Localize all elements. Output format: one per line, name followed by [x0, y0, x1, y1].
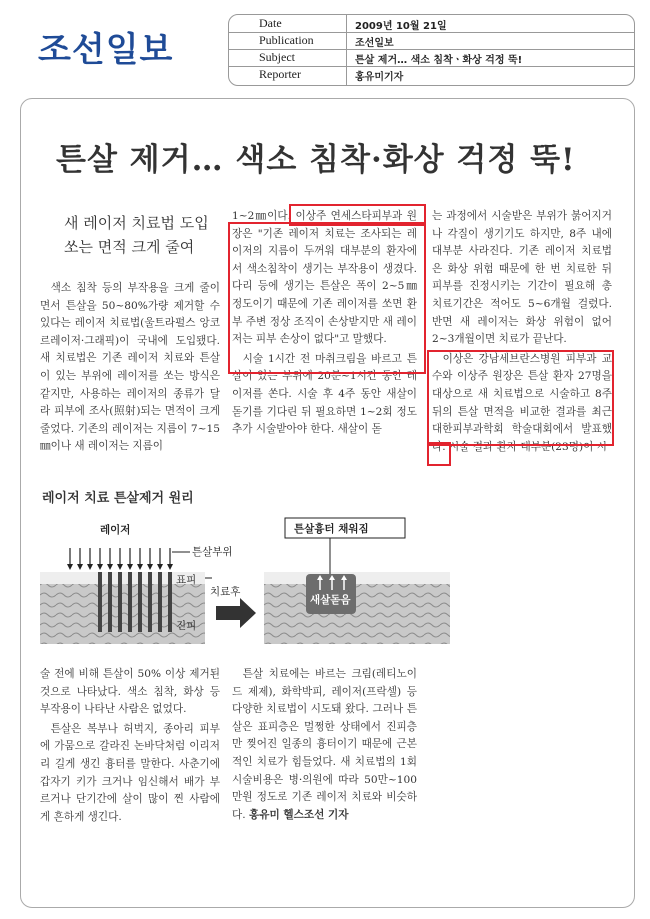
laser-label: 레이저: [100, 524, 131, 536]
info-row-date: Date 2009년 10월 21일: [229, 15, 634, 33]
article-column-1: [40, 280, 220, 456]
after-arrow-icon: [216, 598, 256, 628]
highlight-box: [427, 350, 614, 446]
scar-filled-label: 튼살흉터 채워짐: [294, 523, 369, 535]
stretch-mark-label: 튼살부위: [192, 546, 233, 558]
reporter-value: 홍유미기자: [355, 72, 404, 83]
publication-value: 조선일보: [355, 38, 394, 49]
paragraph: 색소 침착 등의 부작용을 크게 줄이면서 튼살을 50~80%가량 제거할 수 있다는 레이저 치료법(울트라펄스 앙코르레이저·그래픽)이 국내에 도입됐다. 새 치료법은 기존 레이저 치료와 튼살이 있는 부위에 레이저를 쏘는 방식은 같지만, 사용하는 레이저의 종류가 달라 피부에 조사(照射)되는 면적이 크게 줄었다. 기존의 레이저는 지름이 7~15㎜이나 새 레이저는 지름이: [40, 282, 220, 453]
epidermis-label: 표피: [176, 574, 197, 586]
article-column-5: [232, 666, 417, 824]
info-row-publication: Publication 조선일보: [229, 32, 634, 50]
byline: 홍유미 헬스조선 기자: [248, 808, 349, 821]
info-row-reporter: Reporter 홍유미기자: [259, 67, 404, 83]
subhead-line-2: 쏘는 면적 크게 줄여: [64, 238, 195, 256]
highlight-box: [228, 222, 426, 374]
paragraph: 이상은 강남세브란스병원 피부과 교수와 이상주 원장은 튼살 환자 27명을 대상으로 새 치료법으로 시술하고 8주 뒤의 튼살 면적을 비교한 결과를 최근 대한피부과학회 학술대회에서 발표했다. 시술 결과 환자 대부분(23명)이 시: [432, 352, 612, 453]
clipping-info-box: [228, 14, 635, 86]
after-treatment-label: 치료후: [210, 586, 241, 598]
info-row-subject: Subject 튼살 제거… 색소 침착ㆍ화상 걱정 뚝!: [229, 49, 634, 67]
paragraph: 는 과정에서 시술받은 부위가 붉어지거나 각질이 생기기도 하지만, 8주 내에 대부분 사라진다. 기존 레이저 치료법은 화상 위험 때문에 한 번 치료한 뒤 피부를 진정시키는 기간이 필요해 총 치료기간은 적어도 5~6개월 걸렸다. 반면 새 레이저는 화상 위험이 없어 2~3개월이면 치료가 끝난다.: [432, 210, 612, 346]
laser-diagram: [40, 510, 600, 655]
dermis-layer: [40, 584, 205, 644]
subhead-line-1: 새 레이저 치료법 도입: [64, 214, 209, 232]
newspaper-logo: 조선일보: [38, 30, 174, 70]
new-skin-label: 새살돋음: [310, 594, 351, 606]
date-value: 2009년 10월 21일: [355, 21, 447, 32]
paragraph: 술 전에 비해 튼살이 50% 이상 제거된 것으로 나타났다. 색소 침착, 화상 등 부작용이 나타난 사람은 없었다.: [40, 668, 220, 716]
paragraph: 시술 1시간 전 마취크림을 바르고 튼살이 있는 부위에 20분~1시간 동안 레이저를 쏜다. 시술 후 4주 동안 새살이 돋기를 기다린 뒤 필요하면 1~2회 정도 추가 시술받아야 한다. 새살이 돋: [232, 352, 417, 436]
article-column-4: [40, 666, 220, 826]
highlight-box: [427, 442, 451, 466]
paragraph: 튼살은 복부나 허벅지, 종아리 피부에 가뭄으로 갈라진 논바닥처럼 이리저리 길게 생긴 흉터를 말한다. 사춘기에 갑자기 키가 크거나 임신해서 배가 부르거나 단기간에 살이 많이 찐 사람에게 흔하게 생긴다.: [40, 722, 220, 823]
subject-value: 튼살 제거… 색소 침착ㆍ화상 걱정 뚝!: [355, 55, 523, 66]
diagram-title: 레이저 치료 튼살제거 원리: [42, 491, 194, 506]
dermis-label: 진피: [176, 620, 197, 632]
paragraph: 튼살 치료에는 바르는 크림(레티노이드 제제), 화학박피, 레이저(프락셀) 등 다양한 치료법이 시도돼 왔다. 그러나 튼살은 표피층은 멀쩡한 상태에서 진피층만 찢어진 일종의 흉터이기 때문에 근본적인 치료가 힘들었다. 새 치료법의 1회 시술비용은 병·의원에 따라 50만~100만원 정도로 기존 레이저 치료와 비슷하다. 홍유미 헬스조선 기자: [232, 668, 417, 821]
headline: 튼살 제거… 색소 침착·화상 걱정 뚝!: [56, 142, 576, 178]
paragraph: 1~2㎜이다. 이상주 연세스타피부과 원장은 "기존 레이저 치료는 조사되는 레이저의 지름이 두꺼워 대부분의 환자에서 색소침착이 생기는 부작용이 생겼다. 다리 등에 생기는 튼살은 폭이 2~5㎜ 정도이기 때문에 기존 레이저를 쏘면 환부 주변 정상 조직이 손상받지만 새 레이저는 피부 손상이 없다"고 말했다.: [232, 210, 417, 346]
